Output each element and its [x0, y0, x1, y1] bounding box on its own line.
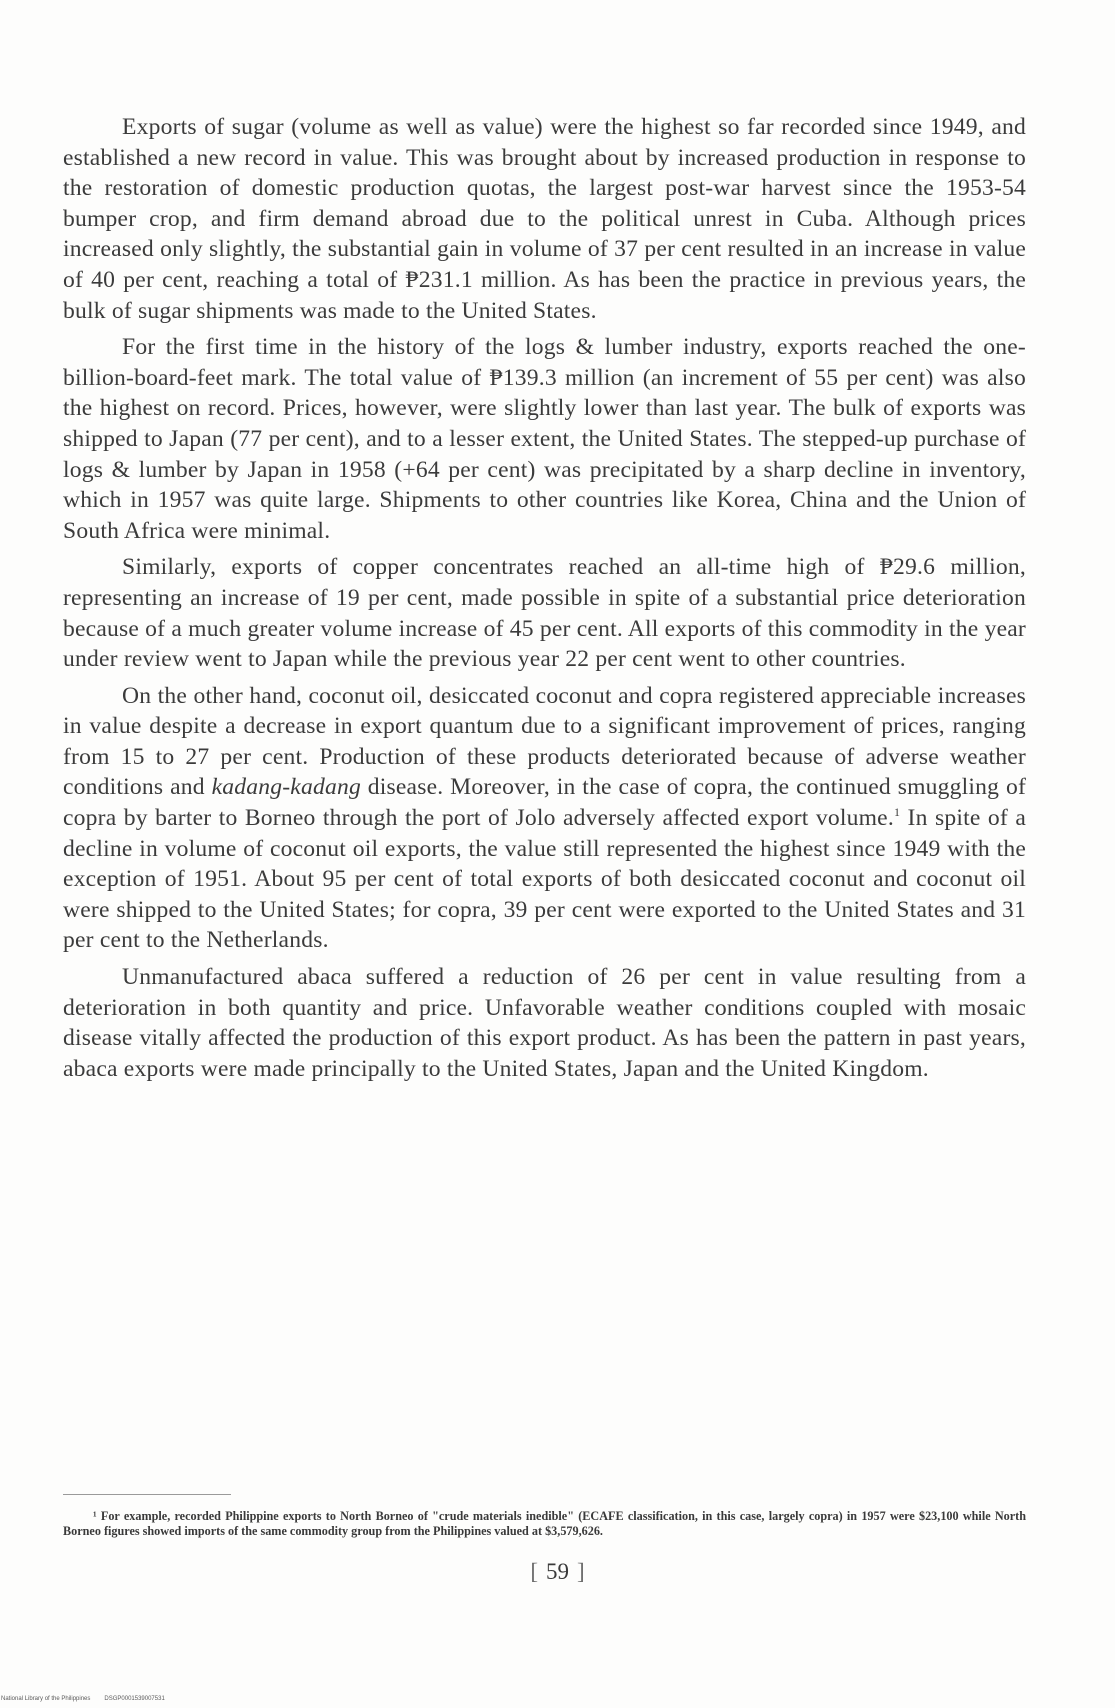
paragraph-logs-lumber [63, 332, 1026, 546]
footnote-marker[interactable]: 1 [893, 805, 901, 820]
paragraph-sugar-exports [63, 112, 1026, 326]
paragraph-text: Exports of sugar (volume as well as value) were the highest so far recorded since 1949, and established a new record in value. This was brought about by increased production in response to the restoration of domestic production quotas, the largest post-war harvest since the 1953-54 bumper crop, and firm demand abroad due to the political unrest in Cuba. Although prices increased only slightly, the substantial gain in volume of 37 per cent resulted in an increase in value of 40 per cent, reaching a total of ₱231.1 million. As has been the practice in previous years, the bulk of sugar shipments was made to the United States. [63, 114, 1026, 324]
paragraph-abaca [63, 962, 1026, 1084]
paragraph-coconut-products [63, 681, 1026, 956]
footnote-divider [63, 1494, 231, 1495]
page-number [0, 1559, 1115, 1585]
stamp-library-name: National Library of the Philippines [1, 1696, 91, 1702]
paragraph-copper-concentrates [63, 552, 1026, 674]
italic-term: kadang-kadang [211, 774, 361, 801]
body-text [63, 112, 1026, 1090]
scan-stamp [1, 1695, 165, 1703]
paragraph-text: Unmanufactured abaca suffered a reduction of 26 per cent in value resulting from a deterioration in both quantity and price. Unfavorable weather conditions coupled with mosaic disease vitally affected the production of this export product. As has been the pattern in past years, abaca exports were made principally to the United States, Japan and the United Kingdom. [63, 964, 1026, 1082]
page-number-value: 59 [546, 1559, 569, 1584]
paragraph-text: In spite of a decline in volume of coconut oil exports, the value still represented the highest since 1949 with the exception of 1951. About 95 per cent of total exports of both desiccated coconut and coconut oil were shipped to the United States; for copra, 39 per cent were exported to the United States and 31 per cent to the Netherlands. [63, 805, 1026, 954]
footnote: ¹ For example, recorded Philippine exports to North Borneo of "crude materials inedible" (ECAFE classification, in this case, largely copra) in 1957 were $23,100 while North Borneo figures showed imports of the same commodity group from the Philippines valued at $3,579,626. [63, 1509, 1026, 1538]
paragraph-text: Similarly, exports of copper concentrates reached an all-time high of ₱29.6 million, representing an increase of 19 per cent, made possible in spite of a substantial price deterioration because of a much greater volume increase of 45 per cent. All exports of this commodity in the year under review went to Japan while the previous year 22 per cent went to other countries. [63, 554, 1026, 673]
paragraph-text: On the other hand, coconut oil, desiccated coconut and copra registered appreciable increases in value despite a decrease in export quantum due to a significant improvement of prices, ranging from 15 to 27 per cent. Production of these products deteriorated because of adverse weather conditions and [63, 682, 1026, 801]
paragraph-text: For the first time in the history of the logs & lumber industry, exports reached the one-billion-board-feet mark. The total value of ₱139.3 million (an increment of 55 per cent) was also the highest on record. Prices, however, were slightly lower than last year. The bulk of exports was shipped to Japan (77 per cent), and to a lesser extent, the United States. The stepped-up purchase of logs & lumber by Japan in 1958 (+64 per cent) was precipitated by a sharp decline in inventory, which in 1957 was quite large. Shipments to other countries like Korea, China and the Union of South Africa were minimal. [63, 334, 1026, 544]
bracket-open: [ [530, 1559, 538, 1584]
stamp-identifier: DSGP0001539007531 [104, 1696, 165, 1702]
paragraph-text: disease. Moreover, in the case of copra, the continued smuggling of copra by barter to Borneo through the port of Jolo adversely affected export volume. [63, 774, 1027, 832]
bracket-close: ] [577, 1559, 585, 1584]
